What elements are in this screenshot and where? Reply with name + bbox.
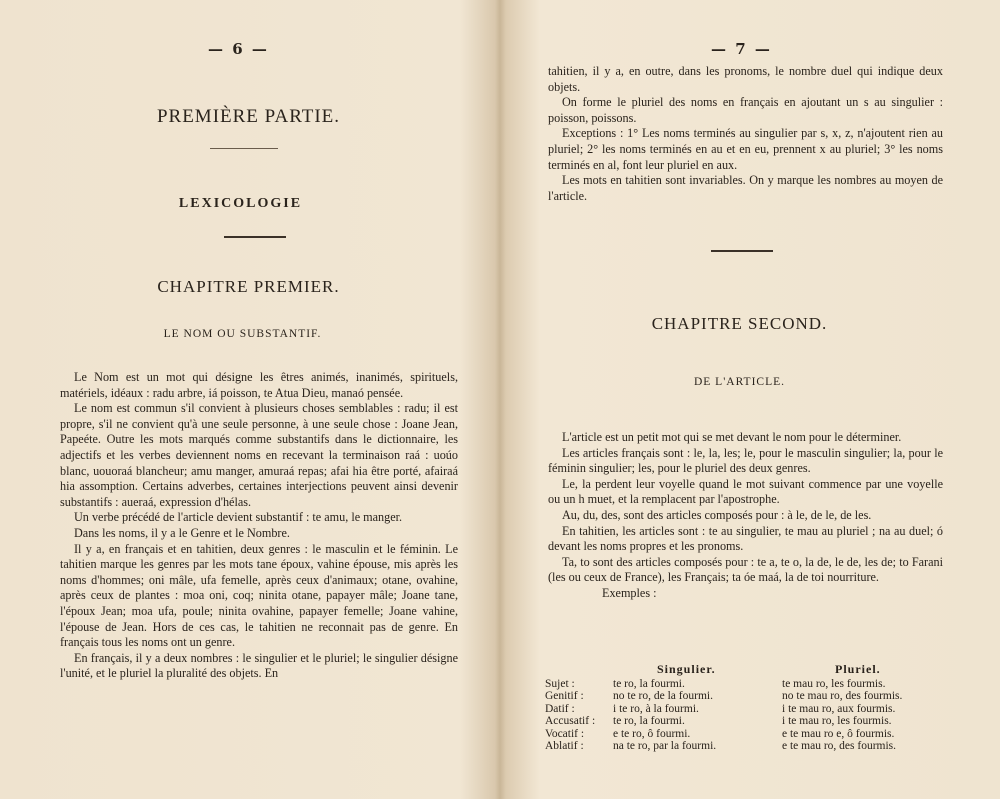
paragraph: L'article est un petit mot qui se met devant le nom pour le déterminer.	[562, 430, 902, 444]
plural-column	[782, 678, 902, 752]
singular-form: na te ro, par la fourmi.	[613, 739, 717, 752]
chapter-subtitle: DE L'ARTICLE.	[693, 376, 786, 388]
chapter-title: CHAPITRE PREMIER.	[157, 277, 340, 296]
plural-form: no te mau ro, des fourmis.	[782, 690, 903, 703]
paragraph: Les mots en tahitien sont invariables. On y marque les nombres au moyen de l'article.	[548, 173, 943, 203]
chapter-subtitle: LE NOM OU SUBSTANTIF.	[163, 328, 322, 340]
case-column	[545, 678, 595, 752]
body-text-top	[548, 64, 943, 204]
right-page	[503, 0, 1000, 799]
paragraph: Le nom est commun s'il convient à plusieurs choses semblables : radu; il est propre, s'il ne convient qu'à une seule personne, à une seule chose : Joane Jean, Papeéte. Outre les mots marqués comme substantifs dans le dictionnaire, les adjectifs et les verbes deviennent noms en recevant la terminaison raá : uoúo blanc, uouoraá blancheur; amu manger, amuraá repas; afai hia être porté, afairaá hia assomption. Certains adverbes, certaines interjections peuvent ainsi devenir substantifs : aueraá, expression d'hélas.	[60, 401, 458, 509]
singular-form: i te ro, à la fourmi.	[613, 702, 699, 715]
declension-table	[545, 662, 955, 752]
section-title: LEXICOLOGIE	[178, 196, 303, 211]
page-number: — 7 —	[711, 40, 772, 58]
singular-form: no te ro, de la fourmi.	[613, 690, 713, 703]
paragraph: Exemples :	[602, 585, 657, 600]
part-title: PREMIÈRE PARTIE.	[156, 106, 341, 127]
singular-form: te ro, la fourmi.	[613, 678, 685, 690]
chapter-title: CHAPITRE SECOND.	[651, 314, 828, 333]
page-number: — 6 —	[208, 40, 269, 58]
body-text-bottom	[548, 430, 943, 602]
case-label: Accusatif :	[545, 715, 596, 728]
paragraph: Au, du, des, sont des articles composés pour : à le, de le, de les.	[562, 507, 872, 522]
case-label: Ablatif :	[545, 739, 584, 752]
divider	[210, 148, 278, 149]
paragraph: Le, la perdent leur voyelle quand le mot suivant commence par une voyelle ou un h muet, et la remplacent par l'apostrophe.	[548, 476, 943, 507]
paragraph: On forme le pluriel des noms en français en ajoutant un s au singulier : poisson, poissons.	[548, 95, 943, 125]
singular-form: e te ro, ô fourmi.	[613, 727, 691, 740]
paragraph: Un verbe précédé de l'article devient substantif : te amu, le manger.	[74, 510, 403, 525]
plural-form: te mau ro, les fourmis.	[782, 678, 886, 690]
body-text	[60, 370, 458, 682]
plural-form: i te mau ro, aux fourmis.	[782, 702, 896, 715]
singular-form: te ro, la fourmi.	[613, 715, 685, 728]
paragraph: En tahitien, les articles sont : te au singulier, te mau au pluriel ; na au duel; ó devant les noms propres et les pronoms.	[548, 523, 943, 554]
paragraph: Le Nom est un mot qui désigne les êtres animés, inanimés, spirituels, matériels, idéaux : radu arbre, iá poisson, te Atua Dieu, manaó pensée.	[60, 370, 458, 400]
divider	[711, 250, 773, 252]
paragraph: Il y a, en français et en tahitien, deux genres : le masculin et le féminin. Le tahitien marque les genres par les mots tane époux, vahine épouse, mis après les noms d'hommes; oni mâle, ufa femelle, après ceux d'animaux; otane, ovahine, après ceux de plantes : moa oni, coq; ninita otane, papayer mâle; Joane tane, l'époux Jean; moa ufa, poule; ninita ovahine, papayer femelle; Joane vahine, l'épouse de Jean. Hors de ces cas, le tahitien ne reconnait pas de genre. En français tous les noms ont un genre.	[60, 541, 458, 650]
singular-column	[613, 678, 716, 752]
divider	[224, 236, 286, 238]
paragraph: tahitien, il y a, en outre, dans les pronoms, le nombre duel qui indique deux objets.	[548, 64, 943, 94]
case-label: Sujet :	[545, 678, 575, 690]
paragraph: En français, il y a deux nombres : le singulier et le pluriel; le singulier désigne l'unité, et le pluriel la pluralité des objets. En	[60, 650, 458, 681]
paragraph: Ta, to sont des articles composés pour : te a, te o, la de, le de, les de; to Farani (les ou ceux de France), les Français; ta óe maá, la de toi nourriture.	[548, 554, 943, 585]
plural-form: i te mau ro, les fourmis.	[782, 715, 892, 728]
plural-form: e te mau ro, des fourmis.	[782, 739, 897, 752]
plural-header: Pluriel.	[835, 662, 881, 676]
plural-form: e te mau ro e, ô fourmis.	[782, 727, 895, 740]
paragraph: Exceptions : 1° Les noms terminés au singulier par s, x, z, n'ajoutent rien au pluriel; 2° les noms terminés en au et en eu, prennent x au pluriel; 3° les noms terminés en al, font leur pluriel en aux.	[548, 126, 943, 172]
case-label: Datif :	[545, 702, 575, 715]
paragraph: Dans les noms, il y a le Genre et le Nombre.	[74, 525, 290, 540]
paragraph: Les articles français sont : le, la, les; le, pour le masculin singulier; la, pour le féminin singulier; les, pour le pluriel des deux genres.	[548, 445, 943, 476]
left-page	[0, 0, 497, 799]
case-label: Vocatif :	[545, 727, 585, 740]
case-label: Genitif :	[545, 690, 584, 703]
singular-header: Singulier.	[657, 662, 716, 676]
